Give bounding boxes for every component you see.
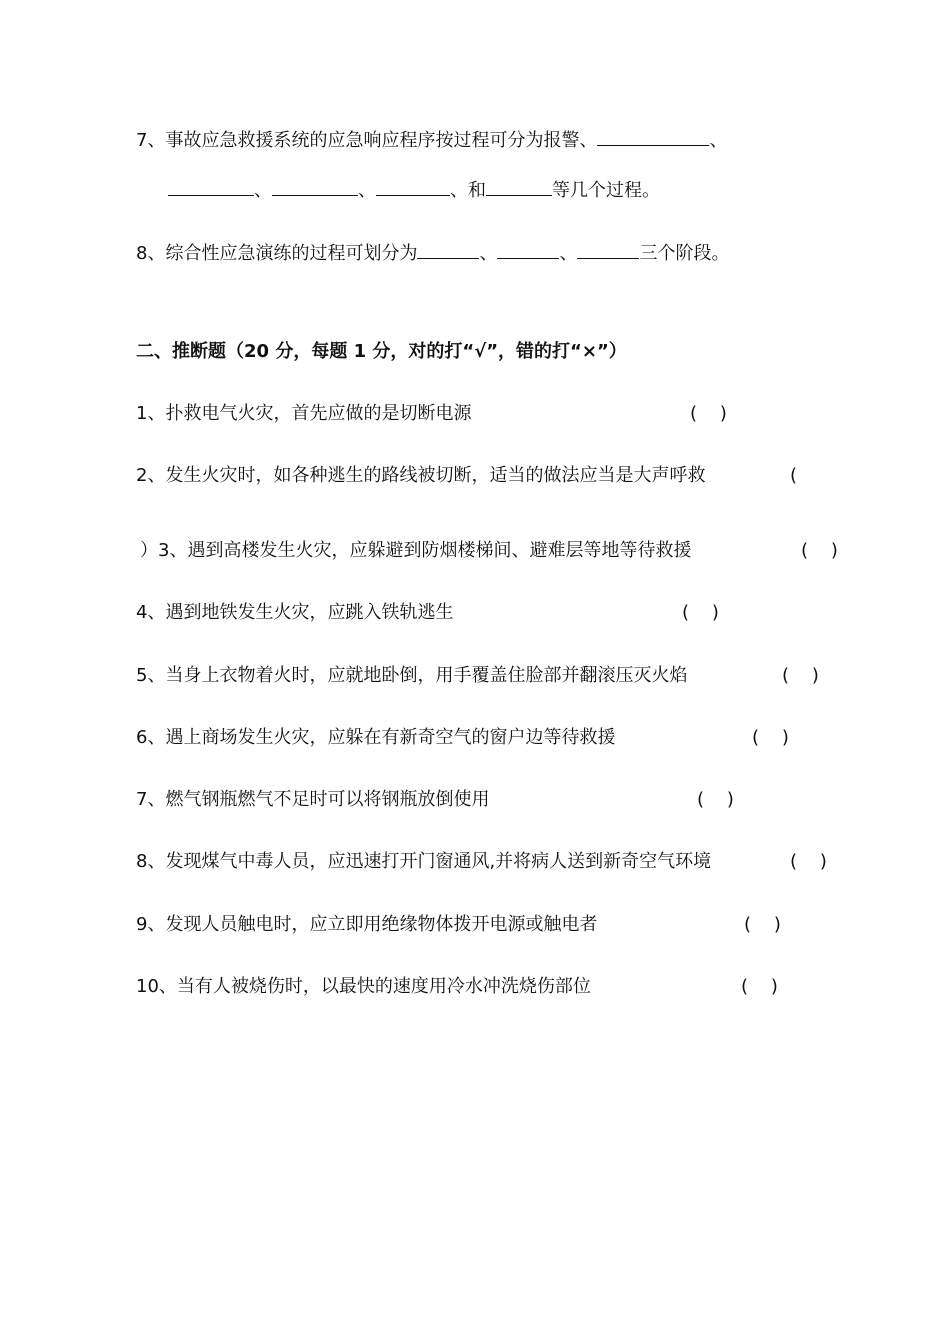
answer-paren-8[interactable]: ( )	[790, 851, 827, 872]
q8-blank-2[interactable]	[497, 240, 559, 259]
answer-paren-6[interactable]: ( )	[752, 727, 789, 748]
q8-blank-1[interactable]	[417, 240, 479, 259]
q7-end: 等几个过程。	[552, 180, 660, 201]
tf-item-1: 1、扑救电气火灾，首先应做的是切断电源	[136, 403, 472, 424]
answer-paren-2[interactable]: (	[790, 465, 798, 486]
q7-blank-4[interactable]	[376, 177, 450, 196]
tf-item-4: 4、遇到地铁发生火灾，应跳入铁轨逃生	[136, 602, 454, 623]
q7-blank-5[interactable]	[486, 177, 552, 196]
fill-in-q7-line1	[136, 127, 727, 153]
tf-item-10: 10、当有人被烧伤时，以最快的速度用冷水冲洗烧伤部位	[136, 976, 591, 997]
tf-item-3: ）3、遇到高楼发生火灾，应躲避到防烟楼梯间、避难层等地等待救援	[140, 540, 692, 561]
answer-paren-3[interactable]: ( )	[801, 540, 838, 561]
q7-sep: 、	[254, 180, 272, 201]
tf-item-8: 8、发现煤气中毒人员，应迅速打开门窗通风,并将病人送到新奇空气环境	[136, 851, 712, 872]
q7-blank-2[interactable]	[168, 177, 254, 196]
q7-blank-3[interactable]	[272, 177, 358, 196]
answer-paren-4[interactable]: ( )	[682, 602, 719, 623]
q8-sep: 、	[479, 243, 498, 264]
tf-item-9: 9、发现人员触电时，应立即用绝缘物体拨开电源或触电者	[136, 914, 598, 935]
section-heading: 二、推断题（20 分，每题 1 分，对的打“√”，错的打“×”）	[136, 341, 627, 362]
tf-item-7: 7、燃气钢瓶燃气不足时可以将钢瓶放倒使用	[136, 789, 490, 810]
tf-item-2: 2、发生火灾时，如各种逃生的路线被切断，适当的做法应当是大声呼救	[136, 465, 706, 486]
answer-paren-1[interactable]: ( )	[690, 403, 727, 424]
q7-and: 、和	[450, 180, 486, 201]
fill-in-q8	[136, 240, 729, 266]
answer-paren-7[interactable]: ( )	[697, 789, 734, 810]
answer-paren-5[interactable]: ( )	[782, 665, 819, 686]
q7-blank-1[interactable]	[597, 127, 709, 146]
tf-item-6: 6、遇上商场发生火灾，应躲在有新奇空气的窗户边等待救援	[136, 727, 616, 748]
tf-item-5: 5、当身上衣物着火时，应就地卧倒，用手覆盖住脸部并翻滚压灭火焰	[136, 665, 688, 686]
q8-end: 三个阶段。	[639, 243, 730, 264]
q8-blank-3[interactable]	[577, 240, 639, 259]
q7-sep: 、	[358, 180, 376, 201]
q7-text: 7、事故应急救援系统的应急响应程序按过程可分为报警、	[136, 130, 598, 151]
answer-paren-9[interactable]: ( )	[744, 914, 781, 935]
q7-sep: 、	[709, 130, 728, 151]
q8-text: 8、综合性应急演练的过程可划分为	[136, 243, 418, 264]
answer-paren-10[interactable]: ( )	[741, 976, 778, 997]
fill-in-q7-line2	[168, 177, 660, 203]
q8-sep: 、	[559, 243, 578, 264]
